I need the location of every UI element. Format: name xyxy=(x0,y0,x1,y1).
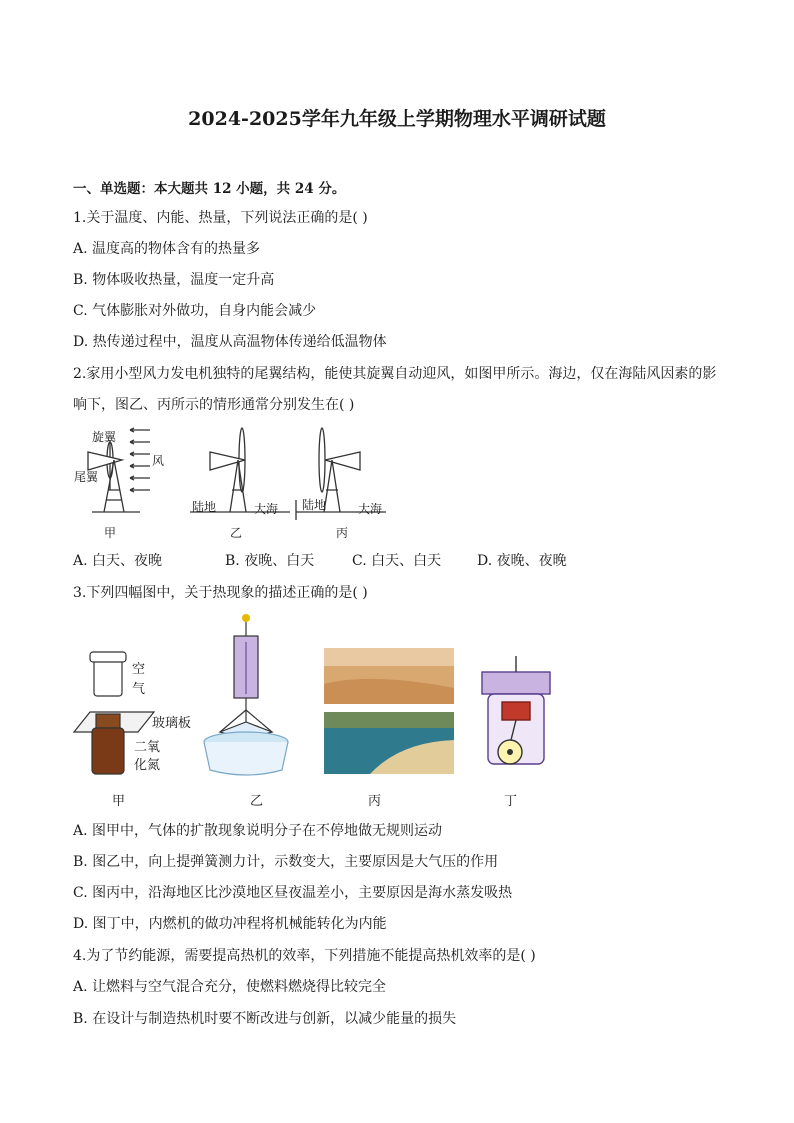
question-1-option-a[interactable]: A. 温度高的物体含有的热量多 xyxy=(73,241,261,257)
spring-scale-icon xyxy=(204,614,288,775)
label-air-1: 空 xyxy=(132,662,146,677)
page-title: 2024-2025学年九年级上学期物理水平调研试题 xyxy=(188,108,606,130)
label-ding: 丁 xyxy=(504,794,518,809)
question-3-option-d[interactable]: D. 图丁中，内燃机的做功冲程将机械能转化为内能 xyxy=(73,916,387,932)
question-2-stem-line1: 2.家用小型风力发电机独特的尾翼结构，能使其旋翼自动迎风，如图甲所示。海边，仅在海陆风因素的影 xyxy=(73,366,717,382)
label-no2-2: 化氮 xyxy=(134,758,161,773)
label-wind: 风 xyxy=(152,454,165,468)
wind-turbine-figure xyxy=(70,420,400,540)
label-yi: 乙 xyxy=(230,526,243,540)
heat-phenomena-figure xyxy=(70,612,570,812)
question-4-option-b[interactable]: B. 在设计与制造热机时要不断改进与创新，以减少能量的损失 xyxy=(73,1011,457,1027)
question-3-figure xyxy=(70,612,570,812)
engine-cylinder-icon xyxy=(482,656,550,764)
label-sea-bing: 大海 xyxy=(358,502,383,516)
question-2-figure xyxy=(70,420,400,540)
question-2-option-c[interactable]: C. 白天、白天 xyxy=(352,553,442,569)
section-heading: 一、单选题：本大题共 12 小题，共 24 分。 xyxy=(73,181,346,197)
label-no2-1: 二氧 xyxy=(134,740,161,755)
question-2-options xyxy=(73,550,567,570)
question-2-option-b[interactable]: B. 夜晚、白天 xyxy=(225,553,315,569)
question-3-option-c[interactable]: C. 图丙中，沿海地区比沙漠地区昼夜温差小，主要原因是海水蒸发吸热 xyxy=(73,885,513,901)
label-bing: 丙 xyxy=(336,526,349,540)
label-jia: 甲 xyxy=(104,526,117,540)
question-2-stem-line2: 响下，图乙、丙所示的情形通常分别发生在( ) xyxy=(73,397,355,413)
question-4-option-a[interactable]: A. 让燃料与空气混合充分，使燃料燃烧得比较完全 xyxy=(73,979,387,995)
seaside-photo xyxy=(324,712,454,774)
desert-photo xyxy=(324,648,454,704)
label-land-bing: 陆地 xyxy=(302,498,327,512)
label-glass: 玻璃板 xyxy=(152,716,192,731)
question-3-stem: 3.下列四幅图中，关于热现象的描述正确的是( ) xyxy=(73,585,368,601)
question-1-option-c[interactable]: C. 气体膨胀对外做功，自身内能会减少 xyxy=(73,303,317,319)
label-bing: 丙 xyxy=(368,794,382,809)
label-tail: 尾翼 xyxy=(74,470,99,484)
question-1-option-b[interactable]: B. 物体吸收热量，温度一定升高 xyxy=(73,272,275,288)
question-1-stem: 1.关于温度、内能、热量，下列说法正确的是( ) xyxy=(73,210,368,226)
label-sea-yi: 大海 xyxy=(254,502,279,516)
label-land-yi: 陆地 xyxy=(192,500,217,514)
label-rotor: 旋翼 xyxy=(92,430,117,444)
question-4-stem: 4.为了节约能源，需要提高热机的效率，下列措施不能提高热机效率的是( ) xyxy=(73,948,536,964)
question-2-option-d[interactable]: D. 夜晚、夜晚 xyxy=(477,553,567,569)
question-3-option-b[interactable]: B. 图乙中，向上提弹簧测力计，示数变大，主要原因是大气压的作用 xyxy=(73,854,499,870)
question-3-option-a[interactable]: A. 图甲中，气体的扩散现象说明分子在不停地做无规则运动 xyxy=(73,823,443,839)
label-air-2: 气 xyxy=(132,682,146,697)
question-2-option-a[interactable]: A. 白天、夜晚 xyxy=(73,553,163,569)
label-yi: 乙 xyxy=(250,794,264,809)
question-1-option-d[interactable]: D. 热传递过程中，温度从高温物体传递给低温物体 xyxy=(73,334,387,350)
label-jia: 甲 xyxy=(112,794,126,809)
